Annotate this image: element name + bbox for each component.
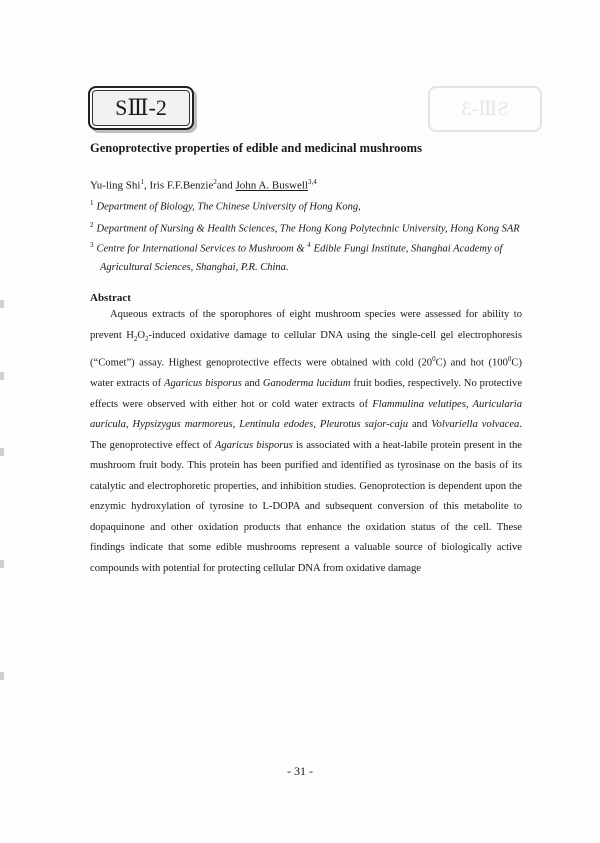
- author-name: Yu-ling Shi: [90, 179, 141, 192]
- author-affil-mark: 2: [213, 178, 217, 186]
- bleed-through-session-label: SⅢ-3: [428, 86, 542, 132]
- scan-margin-mark: [0, 300, 4, 308]
- page-number: - 31 -: [287, 764, 313, 778]
- author-name: Iris F.F.Benzie: [149, 179, 214, 192]
- scan-margin-mark: [0, 448, 4, 456]
- author-conjunction: and: [216, 179, 236, 192]
- author-list: [90, 178, 317, 192]
- abstract-heading: Abstract: [90, 292, 131, 304]
- scan-margin-mark: [0, 372, 4, 380]
- author-affil-mark: 3,4: [307, 178, 317, 186]
- abstract-body: Aqueous extracts of the sporophores of eight mushroom species were assessed for ability to prevent $H_2O_2$-induced oxidative damage to cellular DNA using the single-cell gel electrophoresis (“Comet”) assay. Highest genoprotective effects were obtained with cold $(20^0C)$ and hot $(100^0C)$ water extracts of Agaricus bisporus and Ganoderma lucidum fruit bodies, respectively. No protective effects were observed with either hot or cold water extracts of Flammulina velutipes, Auricularia auricula, Hypsizygus marmoreus, Lentinula edodes, Pleurotus sajor-caju and Volvariella volvacea. The genoprotective effect of Agaricus bisporus is associated with a heat-labile protein present in the mushroom fruit body. This protein has been purified and identified as tyrosinase on the basis of its catalytic and electrophoretic properties, and inhibition studies. Genoprotection is dependent upon the enzymic hydroxylation of tyrosine to L-DOPA and subsequent conversion of this metabolite to dopaquinone and other oxidation products that enhance the oxidation status of the cell. These findings indicate that some edible mushrooms represent a valuable source of biologically active compounds with potential for protecting cellular DNA from oxidative damage: [90, 309, 523, 574]
- session-label-box: SⅢ-2: [88, 86, 194, 130]
- scan-margin-mark: [0, 560, 4, 568]
- author-affil-mark: 1: [140, 178, 144, 186]
- scan-margin-mark: [0, 672, 4, 680]
- affiliation-1: $^1$ Department of Biology, The Chinese University of Hong Kong,: [90, 199, 361, 213]
- affiliation-3: $^3$ Centre for International Services to Mushroom & $^4$ Edible Fungi Institute, Shanghai Academy of Agricultural Sciences, Shanghai, P.R. China.: [90, 241, 503, 273]
- affiliation-2: $^2$ Department of Nursing & Health Sciences, The Hong Kong Polytechnic University, Hong Kong SAR: [90, 221, 520, 235]
- author-separator: ,: [143, 179, 150, 192]
- presenting-author-name: John A. Buswell: [235, 179, 308, 192]
- paper-title: Genoprotective properties of edible and medicinal mushrooms: [90, 141, 422, 155]
